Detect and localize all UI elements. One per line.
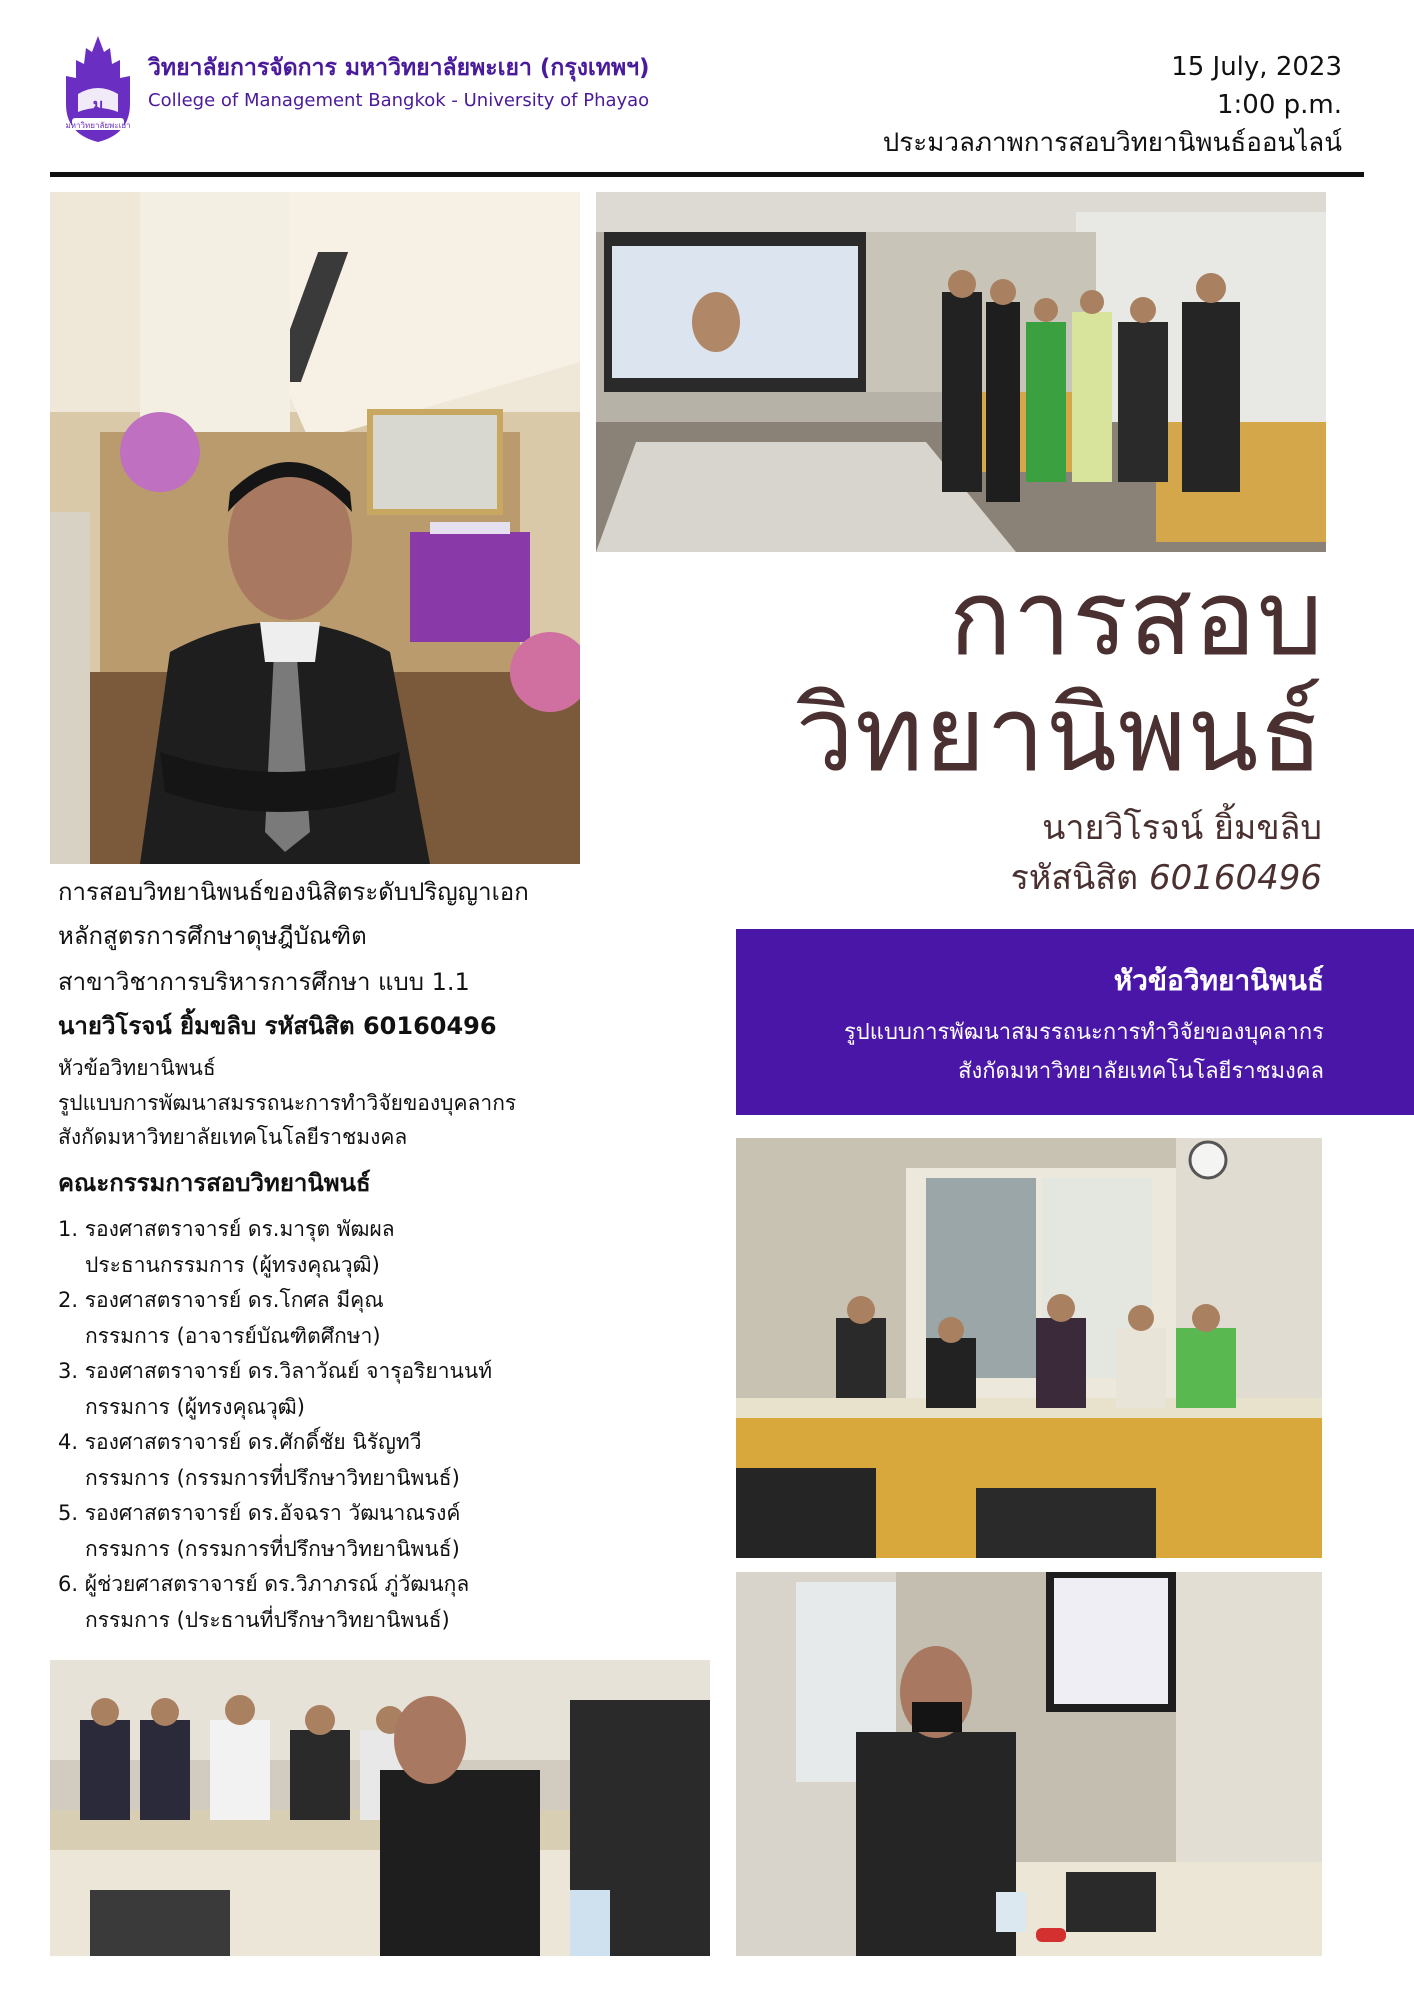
- university-name-english: College of Management Bangkok - University of Phayao: [148, 90, 650, 111]
- committee-member-role: กรรมการ (กรรมการที่ปรึกษาวิทยานิพนธ์): [85, 1536, 460, 1561]
- event-time: 1:00 p.m.: [1216, 90, 1342, 120]
- event-date: 15 July, 2023: [1171, 52, 1342, 82]
- committee-member-role: ประธานกรรมการ (ผู้ทรงคุณวุฒิ): [85, 1252, 380, 1277]
- committee-member-role: กรรมการ (ประธานที่ปรึกษาวิทยานิพนธ์): [85, 1607, 450, 1632]
- committee-heading: คณะกรรมการสอบวิทยานิพนธ์: [58, 1169, 371, 1197]
- university-name-thai: วิทยาลัยการจัดการ มหาวิทยาลัยพะเยา (กรุงเทพฯ): [148, 55, 650, 81]
- committee-list: [58, 1212, 492, 1638]
- details-line3: สาขาวิชาการบริหารการศึกษา แบบ 1.1: [58, 968, 470, 996]
- university-logo: [58, 34, 138, 144]
- details-topic-line1: รูปแบบการพัฒนาสมรรถนะการทำวิจัยของบุคลากร: [58, 1091, 517, 1115]
- photo-meeting-room: [50, 1660, 710, 1956]
- committee-member-name: 5. รองศาสตราจารย์ ดร.อัจฉรา วัฒนาณรงค์: [58, 1501, 461, 1525]
- committee-member: [58, 1425, 492, 1496]
- student-id-value: 60160496: [1148, 858, 1322, 898]
- details-student-line: นายวิโรจน์ ยิ้มขลิบ รหัสนิสิต 60160496: [58, 1012, 497, 1040]
- photo-committee-group: [596, 192, 1326, 552]
- details-line2: หลักสูตรการศึกษาดุษฎีบัณฑิต: [58, 922, 367, 950]
- header-divider: [50, 172, 1364, 177]
- committee-member: [58, 1567, 492, 1638]
- committee-member-name: 1. รองศาสตราจารย์ ดร.มารุต พัฒผล: [58, 1217, 395, 1241]
- committee-member-name: 3. รองศาสตราจารย์ ดร.วิลาวัณย์ จารุอริยานนท์: [58, 1359, 493, 1383]
- committee-member-role: กรรมการ (กรรมการที่ปรึกษาวิทยานิพนธ์): [85, 1465, 460, 1490]
- hero-title-line2: วิทยานิพนธ์: [795, 673, 1324, 795]
- hero-student-name: นายวิโรจน์ ยิ้มขลิบ: [1042, 808, 1322, 848]
- photo-committee-table: [736, 1138, 1322, 1558]
- details-topic-label: หัวข้อวิทยานิพนธ์: [58, 1056, 216, 1080]
- photo-student-presenting: [736, 1572, 1322, 1956]
- committee-member: [58, 1354, 492, 1425]
- svg-text:ม: ม: [92, 95, 104, 114]
- topic-box-line2: สังกัดมหาวิทยาลัยเทคโนโลยีราชมงคล: [958, 1059, 1324, 1084]
- committee-member-name: 2. รองศาสตราจารย์ ดร.โกศล มีคุณ: [58, 1288, 384, 1312]
- committee-member-name: 4. รองศาสตราจารย์ ดร.ศักดิ์ชัย นิรัญทวี: [58, 1430, 422, 1454]
- thesis-topic-box: [736, 929, 1414, 1115]
- page-subtitle: ประมวลภาพการสอบวิทยานิพนธ์ออนไลน์: [882, 128, 1342, 158]
- student-id-label: รหัสนิสิต: [1010, 858, 1139, 898]
- committee-member: [58, 1283, 492, 1354]
- hero-title-line1: การสอบ: [948, 557, 1324, 679]
- committee-member-role: กรรมการ (ผู้ทรงคุณวุฒิ): [85, 1394, 305, 1419]
- topic-box-heading: หัวข้อวิทยานิพนธ์: [1113, 964, 1324, 997]
- committee-member: [58, 1212, 492, 1283]
- photo-student-portrait: [50, 192, 580, 864]
- committee-member: [58, 1496, 492, 1567]
- svg-text:มหาวิทยาลัยพะเยา: มหาวิทยาลัยพะเยา: [65, 121, 131, 130]
- hero-title: [795, 557, 1324, 795]
- header-info: [883, 48, 1342, 162]
- details-line1: การสอบวิทยานิพนธ์ของนิสิตระดับปริญญาเอก: [58, 878, 529, 906]
- committee-member-role: กรรมการ (อาจารย์บัณฑิตศึกษา): [85, 1323, 381, 1348]
- committee-member-name: 6. ผู้ช่วยศาสตราจารย์ ดร.วิภาภรณ์ ภู่วัฒนกุล: [58, 1572, 470, 1596]
- topic-box-line1: รูปแบบการพัฒนาสมรรถนะการทำวิจัยของบุคลากร: [843, 1020, 1324, 1045]
- details-topic-line2: สังกัดมหาวิทยาลัยเทคโนโลยีราชมงคล: [58, 1125, 408, 1149]
- hero-student-id: [1011, 850, 1322, 904]
